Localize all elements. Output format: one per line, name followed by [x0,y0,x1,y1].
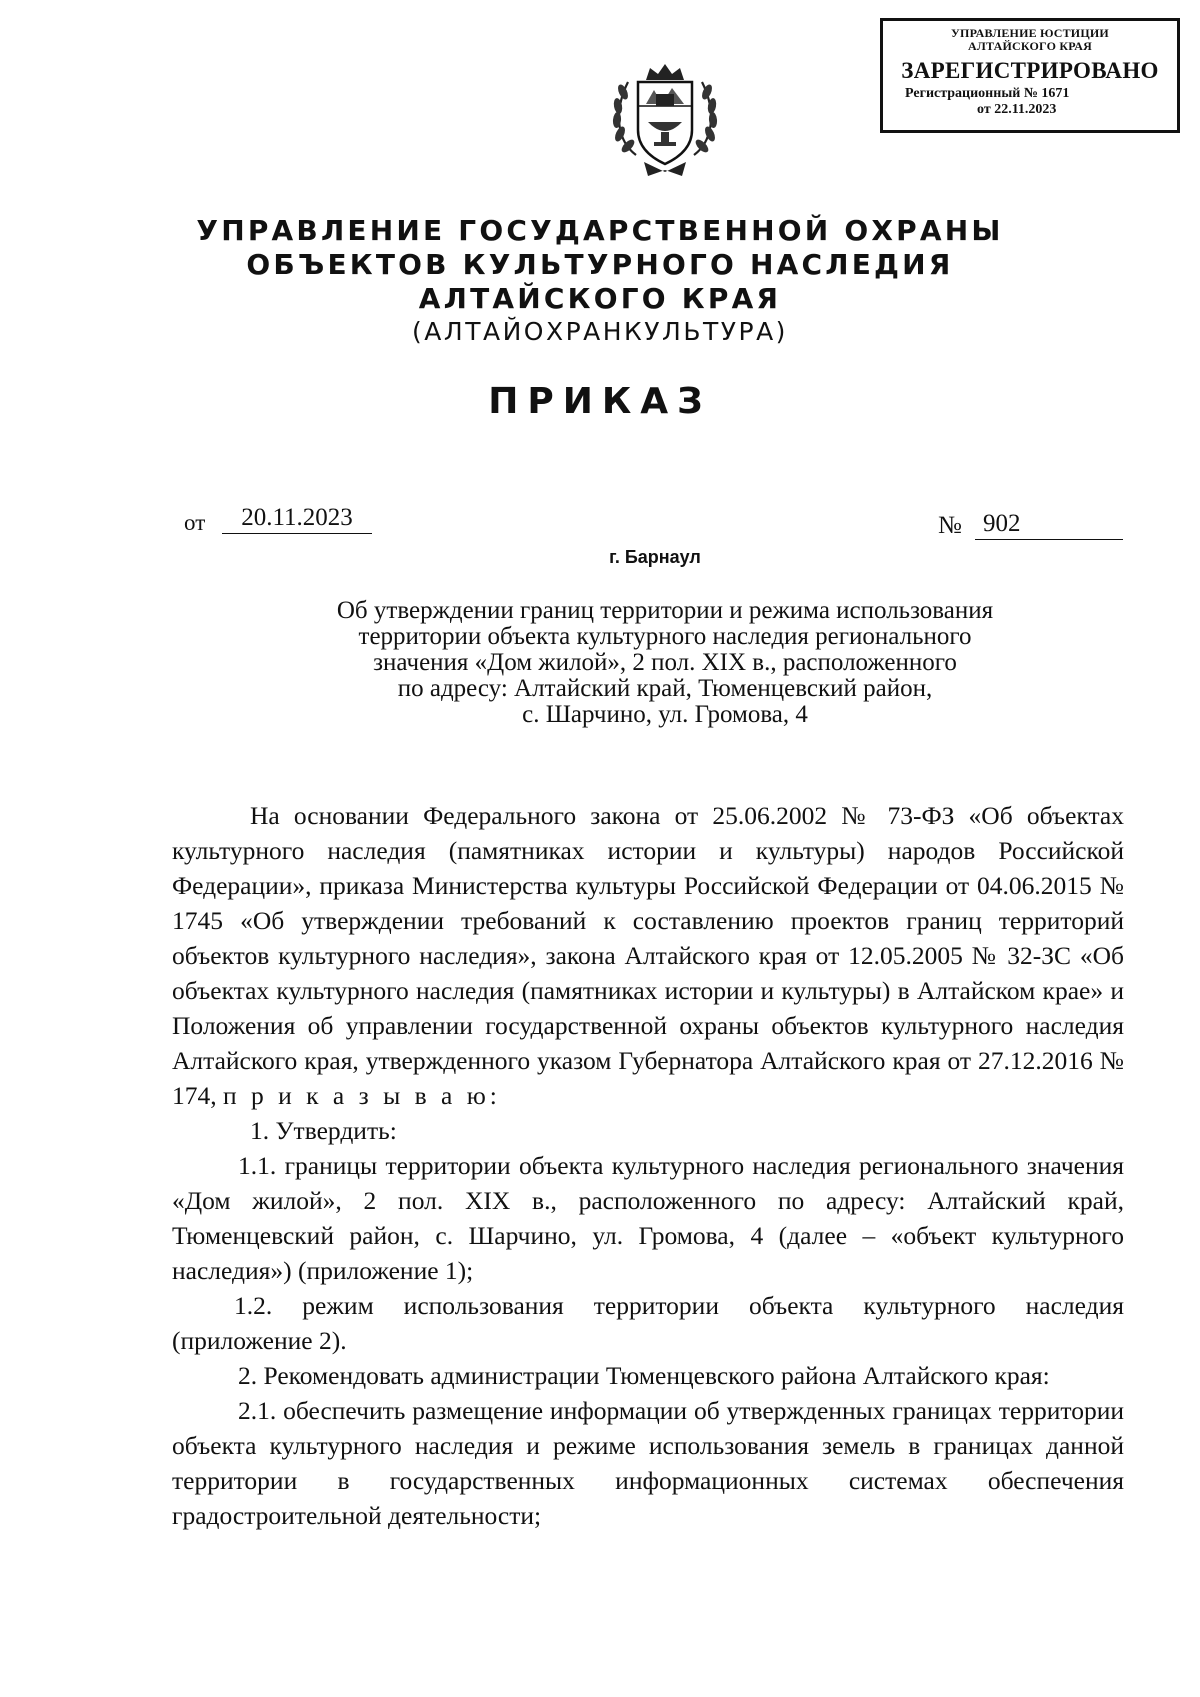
stamp-org-line1: УПРАВЛЕНИЕ ЮСТИЦИИ [951,26,1109,40]
stamp-org-line2: АЛТАЙСКОГО КРАЯ [968,39,1092,53]
preamble-paragraph [172,798,1124,1113]
coat-of-arms-icon [606,60,724,182]
item-2-1: 2.1. обеспечить размещение информации об утвержденных границах территории объекта культурного наследия и режиме использования земель в границах данной территории в государственных информационных системах обеспечения градостроительной деятельности; [172,1396,1124,1530]
city: г. Барнаул [609,547,701,567]
stamp-reg-number: Регистрационный № 1671 [905,86,1070,101]
document-body [172,798,1124,1533]
document-date: 20.11.2023 [222,504,372,534]
header-line-1: УПРАВЛЕНИЕ ГОСУДАРСТВЕННОЙ ОХРАНЫ [196,214,1004,247]
date-label: от [184,510,206,535]
subject-line: территории объекта культурного наследия регионального [358,623,972,650]
item-1: 1. Утвердить: [250,1116,397,1145]
subject-line: с. Шарчино, ул. Громова, 4 [522,701,808,728]
registration-stamp [880,18,1180,133]
header-line-3: АЛТАЙСКОГО КРАЯ [418,282,782,315]
document-subject [220,598,1110,728]
preamble-text: На основании Федерального закона от 25.06.2002 № 73-ФЗ «Об объектах культурного наследия (памятниках истории и культуры) народов Российской Федерации», приказа Министерства культуры Российской Федерации от 04.06.2015 № 1745 «Об утверждении требований к составлению проектов границ территорий объектов культурного наследия», закона Алтайского края от 12.05.2005 № 32-ЗС «Об объектах культурного наследия (памятниках истории и культуры) в Алтайском крае» и Положения об управлении государственной охраны объектов культурного наследия Алтайского края, утвержденного указом Губернатора Алтайского края от 27.12.2016 № 174, [172,801,1124,1110]
item-1-1: 1.1. границы территории объекта культурного наследия регионального значения «Дом жилой», 2 пол. XIX в., расположенного по адресу: Алтайский край, Тюменцевский район, с. Шарчино, ул. Громова, 4 (далее – «объект культурного наследия») (приложение 1); [172,1151,1124,1285]
order-word: п р и к а з ы в а ю: [223,1081,501,1110]
document-number: 902 [975,510,1123,540]
item-2: 2. Рекомендовать администрации Тюменцевского района Алтайского края: [238,1361,1050,1390]
item-1-2: 1.2. режим использования территории объекта культурного наследия (приложение 2). [172,1291,1124,1355]
header-line-4: (АЛТАЙОХРАНКУЛЬТУРА) [412,317,788,346]
number-label: № [938,512,962,539]
subject-line: по адресу: Алтайский край, Тюменцевский район, [397,675,933,702]
stamp-reg-date: от 22.11.2023 [977,102,1057,117]
subject-line: значения «Дом жилой», 2 пол. XIX в., расположенного [373,649,957,676]
stamp-status: ЗАРЕГИСТРИРОВАНО [901,58,1159,83]
header-line-2: ОБЪЕКТОВ КУЛЬТУРНОГО НАСЛЕДИЯ [246,248,954,281]
subject-line: Об утверждении границ территории и режима использования [336,597,994,624]
document-type-title: ПРИКАЗ [488,381,712,422]
